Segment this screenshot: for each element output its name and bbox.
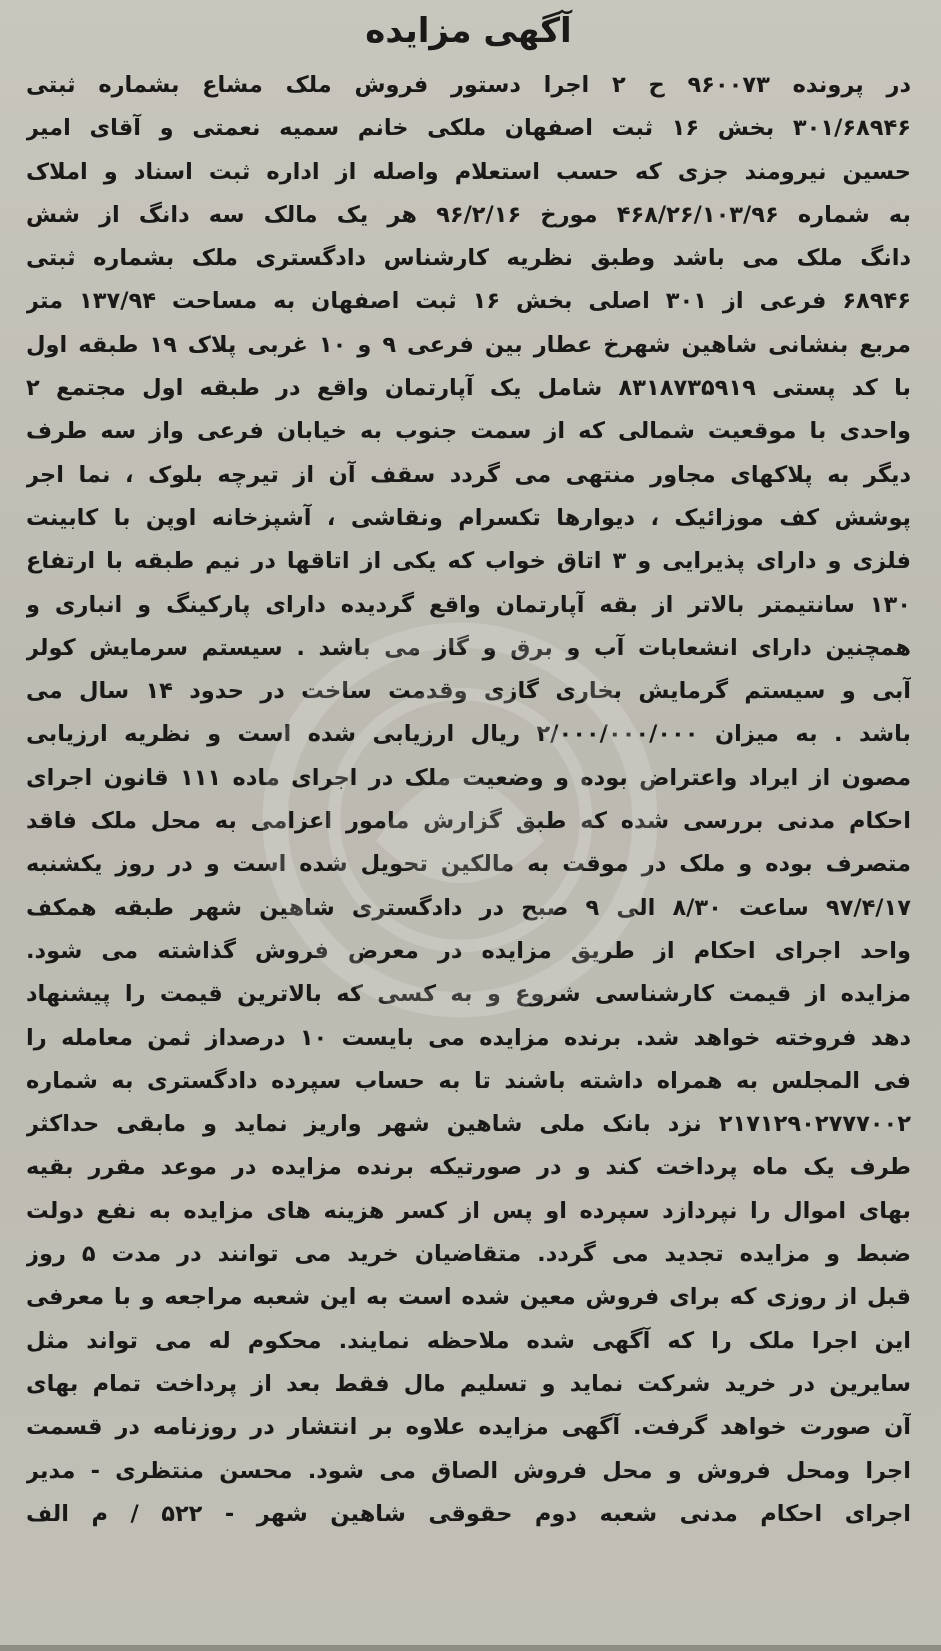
body-line-28: ضبط و مزایده تجدید می گردد. متقاضیان خرید می توانند در مدت ۵ روز xyxy=(26,1241,911,1268)
body-line-17: مصون از ایراد واعتراض بوده و وضعیت ملک در اجرای ماده ۱۱۱ قانون اجرای xyxy=(26,764,911,791)
notice-body xyxy=(26,64,911,1536)
body-line-29: قبل از روزی که برای فروش معین شده است به این شعبه مراجعه و با معرفی xyxy=(26,1284,911,1311)
body-line-2: ۳۰۱/۶۸۹۴۶ بخش ۱۶ ثبت اصفهان ملکی خانم سمیه نعمتی و آقای امیر xyxy=(26,115,911,142)
body-line-20: ۹۷/۴/۱۷ ساعت ۸/۳۰ الی ۹ صبح در دادگستری شاهین شهر طبقه همکف xyxy=(26,894,911,921)
body-line-10: دیگر به پلاکهای مجاور منتهی می گردد سقف آن از تیرچه بلوک ، نما اجر xyxy=(26,461,911,488)
body-line-15: آبی و سیستم گرمایش بخاری گازی وقدمت ساخت در حدود ۱۴ سال می xyxy=(26,678,911,705)
body-line-24: فی المجلس به همراه داشته باشند تا به حساب سپرده دادگستری به شماره xyxy=(26,1067,911,1094)
body-line-31: سایرین در خرید شرکت نماید و تسلیم مال فقط بعد از پرداخت تمام بهای xyxy=(26,1370,911,1397)
body-line-14: همچنین دارای انشعابات آب و برق و گاز می باشد . سیستم سرمایش کولر xyxy=(26,634,911,661)
body-line-16: باشد . به میزان ۲/۰۰۰/۰۰۰/۰۰۰ ریال ارزیابی شده است و نظریه ارزیابی xyxy=(26,721,911,748)
body-line-13: ۱۳۰ سانتیمتر بالاتر از بقه آپارتمان واقع گردیده دارای پارکینگ و انباری و xyxy=(26,591,911,618)
body-line-3: حسین نیرومند جزی که حسب استعلام واصله از اداره ثبت اسناد و املاک xyxy=(26,158,911,185)
body-line-21: واحد اجرای احکام از طریق مزایده در معرض فروش گذاشته می شود. xyxy=(26,937,911,964)
body-line-4: به شماره ۴۶۸/۲۶/۱۰۳/۹۶ مورخ ۹۶/۲/۱۶ هر یک مالک سه دانگ از شش xyxy=(26,201,911,228)
body-line-18: احکام مدنی بررسی شده که طبق گزارش مامور اعزامی به محل ملک فاقد xyxy=(26,808,911,835)
bottom-edge-divider xyxy=(0,1645,941,1651)
body-line-27: بهای اموال را نپردازد سپرده او پس از کسر هزینه های مزایده به نفع دولت xyxy=(26,1197,911,1224)
body-line-12: فلزی و دارای پذیرایی و ۳ اتاق خواب که یکی از اتاقها در نیم طبقه با ارتفاع xyxy=(26,548,911,575)
body-line-11: پوشش کف موزائیک ، دیوارها تکسرام ونقاشی ، آشپزخانه اوپن با کابینت xyxy=(26,504,911,531)
notice-title: آگهی مزایده xyxy=(365,11,572,51)
body-line-25: ۲۱۷۱۲۹۰۲۷۷۷۰۰۲ نزد بانک ملی شاهین شهر واریز نماید و مابقی حداکثر xyxy=(26,1111,911,1138)
body-line-6: ۶۸۹۴۶ فرعی از ۳۰۱ اصلی بخش ۱۶ ثبت اصفهان به مساحت ۱۳۷/۹۴ متر xyxy=(26,288,911,315)
body-line-7: مربع بنشانی شاهین شهرخ عطار بین فرعی ۹ و ۱۰ غربی پلاک ۱۹ طبقه اول xyxy=(26,331,911,358)
body-line-1: در پرونده ۹۶۰۰۷۳ ح ۲ اجرا دستور فروش ملک مشاع بشماره ثبتی xyxy=(26,72,911,98)
body-line-19: متصرف بوده و ملک در موقت به مالکین تحویل شده است و در روز یکشنبه xyxy=(26,851,911,878)
body-line-9: واحدی با موقعیت شمالی که از سمت جنوب به خیابان فرعی واز سه طرف xyxy=(26,418,911,445)
body-line-5: دانگ ملک می باشد وطبق نظریه کارشناس دادگستری ملک بشماره ثبتی xyxy=(26,245,911,272)
body-line-8: با کد پستی ۸۳۱۸۷۳۵۹۱۹ شامل یک آپارتمان واقع در طبقه اول مجتمع ۲ xyxy=(26,375,911,402)
body-line-32: آن صورت خواهد گرفت. آگهی مزایده علاوه بر انتشار در روزنامه در قسمت xyxy=(26,1414,911,1441)
body-line-23: دهد فروخته خواهد شد. برنده مزایده می بایست ۱۰ درصداز ثمن معامله را xyxy=(26,1024,911,1051)
body-line-22: مزایده از قیمت کارشناسی شروع و به کسی که بالاترین قیمت را پیشنهاد xyxy=(26,981,911,1008)
body-line-30: این اجرا ملک را که آگهی شده ملاحظه نمایند. محکوم له می تواند مثل xyxy=(26,1327,911,1354)
body-line-26: طرف یک ماه پرداخت کند و در صورتیکه برنده مزایده در موعد مقرر بقیه xyxy=(26,1154,911,1181)
body-line-34-signature: اجرای احکام مدنی شعبه دوم حقوقی شاهین شهر - ۵۲۲ / م الف xyxy=(26,1500,911,1527)
body-line-33: اجرا ومحل فروش و محل فروش الصاق می شود. محسن منتظری - مدیر xyxy=(26,1457,911,1484)
